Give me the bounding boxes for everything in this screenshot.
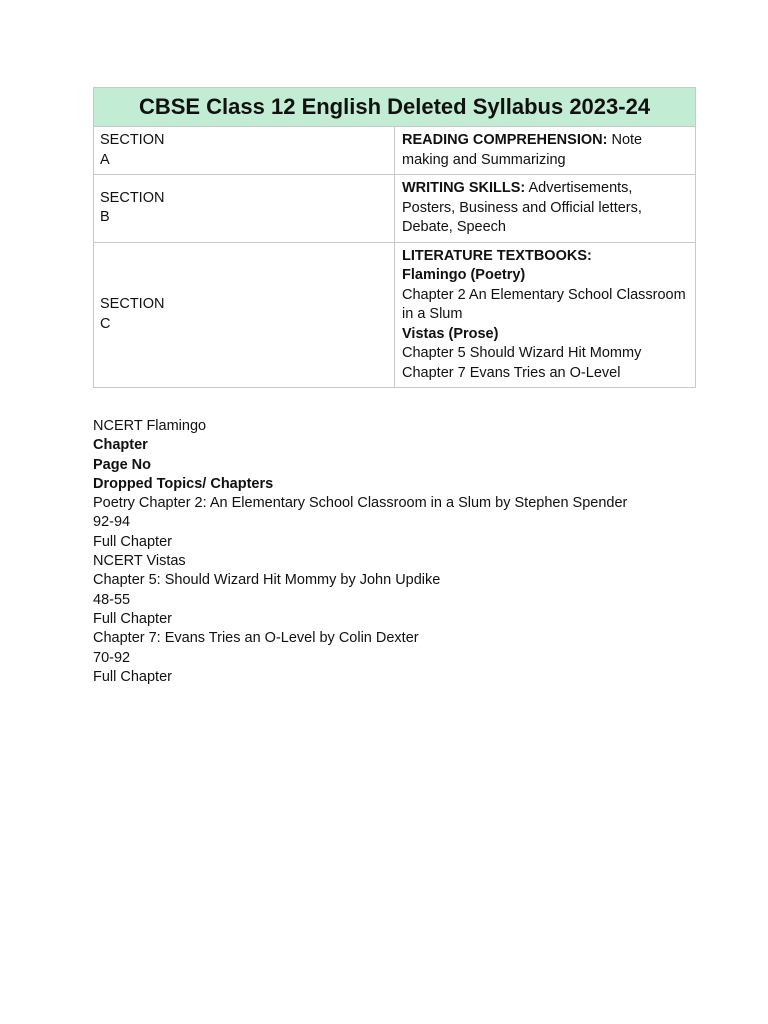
chapter-item: Chapter 2 An Elementary School Classroom in a Slum xyxy=(402,286,686,322)
section-content xyxy=(395,242,696,388)
section-text: Note making and Summarizing xyxy=(402,132,643,168)
textbook-name: Flamingo (Poetry) xyxy=(402,267,526,283)
list-item-dropped: Full Chapter xyxy=(93,610,172,627)
dropped-chapters-list xyxy=(93,417,696,687)
section-label-letter: B xyxy=(100,209,110,226)
section-heading: READING COMPREHENSION: xyxy=(402,132,608,148)
deleted-syllabus-table xyxy=(93,87,696,388)
table-row xyxy=(94,242,696,388)
section-label-line: SECTION xyxy=(100,296,165,313)
document-page xyxy=(93,87,696,687)
list-item-pages: 70-92 xyxy=(93,649,131,666)
table-title: CBSE Class 12 English Deleted Syllabus 2023-24 xyxy=(94,88,696,127)
list-item-chapter: Poetry Chapter 2: An Elementary School Classroom in a Slum by Stephen Spender xyxy=(93,495,628,512)
section-heading: LITERATURE TEXTBOOKS: xyxy=(402,247,592,264)
header-chapter: Chapter xyxy=(93,437,148,454)
list-item-pages: 92-94 xyxy=(93,514,131,531)
textbook-name: Vistas (Prose) xyxy=(402,325,499,342)
section-text: Advertisements, Posters, Business and Official letters, Debate, Speech xyxy=(402,180,642,235)
header-page-no: Page No xyxy=(93,456,152,473)
section-label-line: SECTION xyxy=(100,132,165,148)
section-label-letter: C xyxy=(100,315,111,332)
header-dropped-topics: Dropped Topics/ Chapters xyxy=(93,475,274,492)
list-item-chapter: Chapter 5: Should Wizard Hit Mommy by John Updike xyxy=(93,572,441,589)
table-row xyxy=(94,127,696,175)
section-content xyxy=(395,127,696,175)
list-item-chapter: Chapter 7: Evans Tries an O-Level by Colin Dexter xyxy=(93,630,419,647)
list-item-dropped: Full Chapter xyxy=(93,533,172,550)
section-content xyxy=(395,175,696,243)
book-title: NCERT Flamingo xyxy=(93,418,207,434)
list-item-dropped: Full Chapter xyxy=(93,668,172,685)
section-label-letter: A xyxy=(100,151,110,168)
chapter-item: Chapter 5 Should Wizard Hit Mommy xyxy=(402,345,642,361)
chapter-item: Chapter 7 Evans Tries an O-Level xyxy=(402,364,621,381)
section-label xyxy=(94,127,395,175)
section-label xyxy=(94,175,395,243)
table-row xyxy=(94,175,696,243)
book-title: NCERT Vistas xyxy=(93,553,186,570)
section-heading: WRITING SKILLS: xyxy=(402,180,526,196)
section-label-line: SECTION xyxy=(100,189,165,206)
list-item-pages: 48-55 xyxy=(93,591,131,608)
table-title-row xyxy=(94,88,696,127)
section-label xyxy=(94,242,395,388)
